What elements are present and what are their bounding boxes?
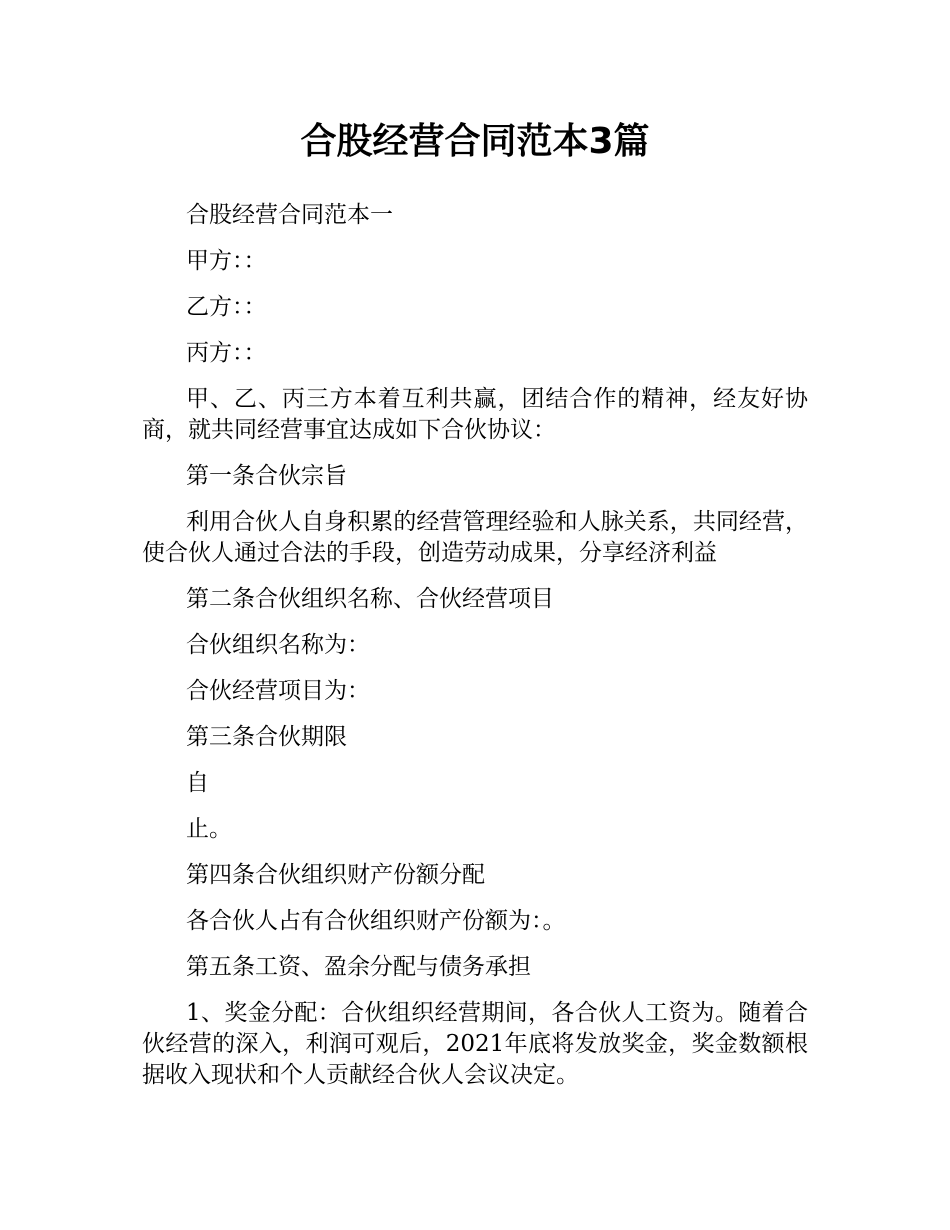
paragraph-organization-name: 合伙组织名称为： bbox=[186, 632, 370, 658]
document-body bbox=[142, 200, 808, 1106]
paragraph-article-2-heading: 第二条合伙组织名称、合伙经营项目 bbox=[186, 586, 554, 612]
paragraph-article-5-heading: 第五条工资、盈余分配与债务承担 bbox=[186, 954, 531, 980]
paragraph-term-until: 止。 bbox=[186, 816, 232, 842]
paragraph-article-3-heading: 第三条合伙期限 bbox=[186, 724, 347, 750]
paragraph-business-project: 合伙经营项目为： bbox=[186, 678, 370, 704]
paragraph-party-c: 丙方：： bbox=[186, 340, 267, 366]
paragraph-article-1-heading: 第一条合伙宗旨 bbox=[186, 463, 347, 489]
paragraph-party-a: 甲方：： bbox=[186, 248, 267, 274]
paragraph-contract-one-heading: 合股经营合同范本一 bbox=[186, 202, 393, 228]
paragraph-article-4-heading: 第四条合伙组织财产份额分配 bbox=[186, 862, 485, 888]
paragraph-article-1-body: 利用合伙人自身积累的经营管理经验和人脉关系，共同经营，使合伙人通过合法的手段，创造劳动成果，分享经济利益 bbox=[142, 509, 808, 566]
paragraph-property-share: 各合伙人占有合伙组织财产份额为：。 bbox=[186, 908, 566, 934]
paragraph-bonus-distribution: 1、奖金分配：合伙组织经营期间，各合伙人工资为。随着合伙经营的深入，利润可观后，2021年底将发放奖金，奖金数额根据收入现状和个人贡献经合伙人会议决定。 bbox=[142, 1000, 808, 1088]
paragraph-party-b: 乙方：： bbox=[186, 294, 267, 320]
document-title: 合股经营合同范本3篇 bbox=[300, 121, 650, 162]
paragraph-preamble: 甲、乙、丙三方本着互利共赢，团结合作的精神，经友好协商，就共同经营事宜达成如下合伙协议： bbox=[142, 386, 808, 443]
paragraph-term-from: 自 bbox=[186, 770, 209, 796]
